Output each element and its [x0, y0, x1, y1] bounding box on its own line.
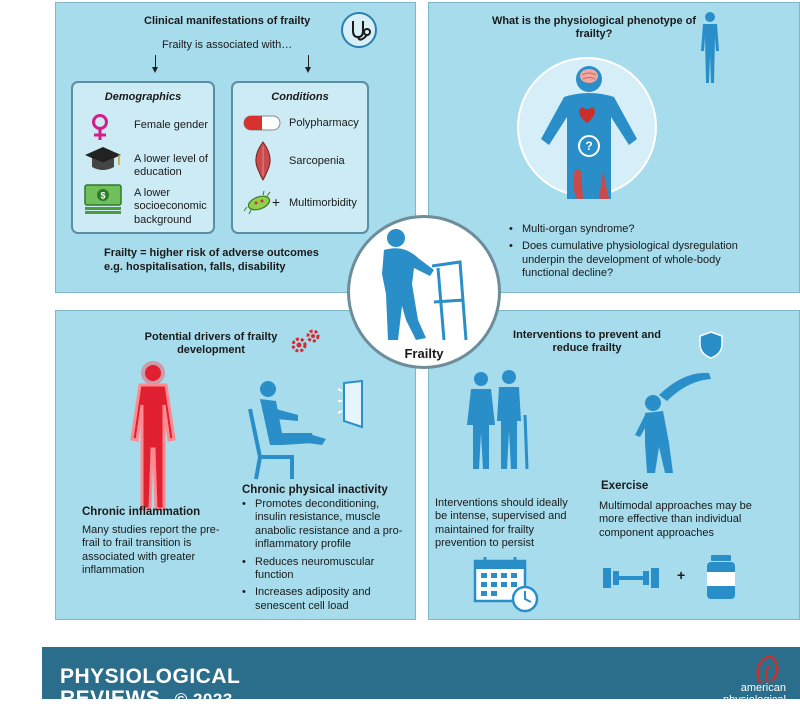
gears-icon: [289, 327, 323, 357]
inactivity-bullet: • Reduces neuromuscular function: [242, 556, 410, 583]
demographic-item: Female gender: [134, 119, 208, 131]
drivers-title: Potential drivers of frailty development: [144, 331, 278, 357]
journal-title: PHYSIOLOGICAL: [60, 665, 241, 688]
associated-text: Frailty is associated with…: [162, 39, 293, 51]
tv-screen-icon: [336, 379, 366, 429]
dumbbell-icon: [601, 564, 661, 592]
inactivity-bullet: • Increases adiposity and senescent cell load: [242, 586, 410, 613]
publisher-line-1: american: [740, 682, 786, 694]
conditions-box: [231, 81, 369, 234]
journal-title-line2: [60, 688, 233, 709]
risk-line-2: e.g. hospitalisation, falls, disability: [104, 261, 286, 273]
shield-icon: [699, 331, 723, 359]
body-illustration: [517, 57, 657, 197]
brain-icon: [580, 69, 598, 83]
arrow-down: [155, 55, 156, 69]
inflamed-body-icon: [118, 361, 188, 511]
elderly-couple-icon: [461, 369, 531, 469]
graduation-cap-icon: [83, 145, 123, 175]
publisher-name: [723, 683, 786, 706]
condition-item: Polypharmacy: [289, 117, 359, 129]
stethoscope-icon: [341, 12, 377, 48]
journal-title-reviews: REVIEWS: [60, 687, 161, 710]
phenotype-bullet: • Does cumulative physiological dysregulation underpin the development of whole-body functional decline?: [509, 240, 749, 280]
condition-item: Multimorbidity: [289, 197, 357, 209]
calendar-icon: [473, 555, 543, 615]
inactivity-bullets: [242, 498, 410, 617]
risk-line-1: Frailty = higher risk of adverse outcomes: [104, 247, 319, 259]
money-icon: [83, 183, 123, 215]
frailty-label: Frailty: [404, 346, 444, 361]
inflammation-heading: Chronic inflammation: [82, 506, 201, 518]
condition-item: Sarcopenia: [289, 155, 345, 167]
muscle-icon: [253, 141, 273, 181]
phenotype-title: What is the physiological phenotype of frailty?: [491, 15, 697, 41]
standing-person-icon: [698, 11, 722, 85]
inactivity-bullet: • Promotes deconditioning, insulin resistance, muscle anabolic resistance and a pro-inflammatory profile: [242, 498, 410, 552]
pill-icon: [243, 115, 281, 131]
copyright: © 2023: [174, 690, 233, 709]
supplement-jar-icon: [705, 554, 737, 600]
interventions-title: Interventions to prevent and reduce frailty: [513, 329, 661, 355]
publisher-line-2: physiological: [723, 693, 786, 706]
interventions-right-text: Multimodal approaches may be more effective than individual component approaches: [599, 500, 752, 539]
frailty-center-circle: [347, 215, 501, 369]
demographics-box: [71, 81, 215, 234]
bacteria-icon: [243, 191, 283, 215]
arrow-down: [308, 55, 309, 69]
plus-sign: +: [677, 567, 686, 583]
female-symbol-icon: [89, 113, 111, 143]
question-mark: ?: [585, 139, 593, 153]
demographic-item: A lower level of education: [134, 153, 208, 179]
walker-person-icon: [368, 224, 478, 344]
conditions-heading: Conditions: [271, 91, 329, 103]
svg-text:$: $: [100, 190, 106, 201]
clinical-title: Clinical manifestations of frailty: [144, 15, 311, 27]
demographic-item: A lower socioeconomic background: [134, 187, 207, 226]
demographics-heading: Demographics: [104, 91, 182, 103]
phenotype-bullets: [509, 223, 749, 285]
exercise-label: Exercise: [601, 480, 649, 492]
svg-text:+: +: [271, 194, 281, 210]
inactivity-heading: Chronic physical inactivity: [242, 484, 388, 496]
footer-bar: [42, 647, 800, 710]
stretching-person-icon: [629, 363, 719, 473]
phenotype-bullet: • Multi-organ syndrome?: [509, 223, 749, 236]
interventions-left-text: Interventions should ideally be intense, supervised and maintained for frailty prevention to persist: [435, 497, 568, 550]
inflammation-text: Many studies report the pre-frail to frail transition is associated with greater inflammation: [82, 524, 220, 577]
